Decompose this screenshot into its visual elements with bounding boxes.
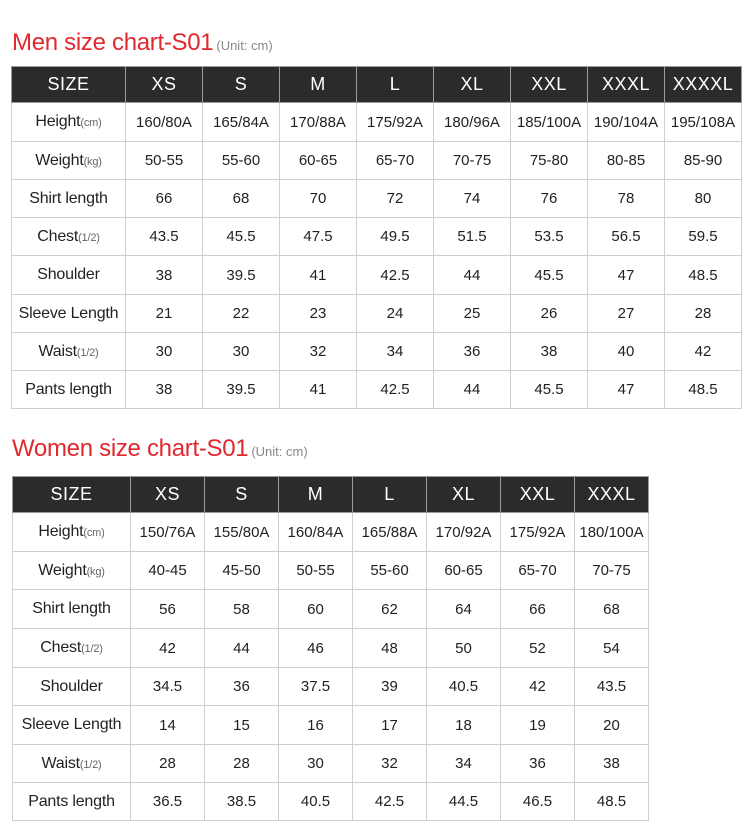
table-cell: 180/96A	[434, 103, 511, 142]
table-cell: 43.5	[126, 218, 203, 256]
table-cell: 40.5	[427, 668, 501, 706]
men-size-chart-title	[12, 29, 273, 57]
measurement-unit: (kg)	[83, 155, 102, 168]
table-row	[13, 590, 649, 629]
table-cell: 24	[357, 295, 434, 333]
table-cell: 155/80A	[205, 513, 279, 552]
size-column-header: M	[280, 67, 357, 103]
row-label	[13, 668, 131, 706]
row-label	[13, 590, 131, 629]
table-cell: 68	[203, 180, 280, 218]
women-table-body	[13, 513, 649, 821]
table-cell: 68	[575, 590, 649, 629]
table-cell: 85-90	[665, 142, 742, 180]
row-label	[12, 371, 126, 409]
table-cell: 50	[427, 629, 501, 668]
table-cell: 42	[665, 333, 742, 371]
table-cell: 66	[501, 590, 575, 629]
table-row	[12, 180, 742, 218]
table-cell: 41	[280, 371, 357, 409]
table-cell: 34	[357, 333, 434, 371]
table-cell: 185/100A	[511, 103, 588, 142]
table-cell: 32	[280, 333, 357, 371]
row-label	[13, 629, 131, 668]
table-cell: 51.5	[434, 218, 511, 256]
table-cell: 54	[575, 629, 649, 668]
table-cell: 48.5	[575, 783, 649, 821]
table-cell: 65-70	[357, 142, 434, 180]
table-cell: 48.5	[665, 256, 742, 295]
size-column-header: L	[357, 67, 434, 103]
table-cell: 38	[511, 333, 588, 371]
measurement-name: Shirt length	[29, 189, 108, 207]
size-column-header: XL	[434, 67, 511, 103]
size-column-header: XXXL	[588, 67, 665, 103]
table-cell: 14	[131, 706, 205, 745]
measurement-unit: (1/2)	[76, 346, 99, 359]
table-cell: 42.5	[357, 371, 434, 409]
table-cell: 59.5	[665, 218, 742, 256]
table-cell: 58	[205, 590, 279, 629]
table-cell: 30	[126, 333, 203, 371]
size-column-header: XXL	[511, 67, 588, 103]
table-cell: 23	[280, 295, 357, 333]
women-size-table	[12, 476, 649, 821]
table-cell: 49.5	[357, 218, 434, 256]
table-row	[12, 218, 742, 256]
table-cell: 160/84A	[279, 513, 353, 552]
size-column-header: S	[203, 67, 280, 103]
measurement-unit: (1/2)	[79, 758, 102, 771]
row-label	[13, 745, 131, 783]
table-cell: 80	[665, 180, 742, 218]
table-cell: 47.5	[280, 218, 357, 256]
table-cell: 44.5	[427, 783, 501, 821]
table-cell: 70	[280, 180, 357, 218]
table-cell: 39.5	[203, 256, 280, 295]
size-column-header: M	[279, 477, 353, 513]
table-cell: 50-55	[279, 552, 353, 590]
measurement-unit: (1/2)	[81, 643, 103, 655]
table-cell: 70-75	[575, 552, 649, 590]
table-cell: 40	[588, 333, 665, 371]
table-row	[13, 745, 649, 783]
women-unit-note: (Unit: cm)	[251, 444, 308, 459]
row-label	[12, 103, 126, 142]
measurement-name: Chest	[37, 227, 79, 245]
table-cell: 45.5	[511, 371, 588, 409]
size-column-header: L	[353, 477, 427, 513]
row-label	[12, 180, 126, 218]
men-size-table	[11, 66, 742, 409]
table-cell: 150/76A	[131, 513, 205, 552]
measurement-name: Shirt length	[32, 600, 111, 617]
table-cell: 38	[126, 256, 203, 295]
table-cell: 30	[279, 745, 353, 783]
table-cell: 18	[427, 706, 501, 745]
table-cell: 64	[427, 590, 501, 629]
size-header: SIZE	[12, 67, 126, 103]
table-cell: 28	[665, 295, 742, 333]
table-cell: 78	[588, 180, 665, 218]
row-label	[12, 295, 126, 333]
table-cell: 34.5	[131, 668, 205, 706]
measurement-unit: (kg)	[86, 565, 105, 578]
table-row	[13, 783, 649, 821]
table-cell: 60	[279, 590, 353, 629]
size-column-header: XXXXL	[665, 67, 742, 103]
table-cell: 62	[353, 590, 427, 629]
measurement-name: Height	[38, 523, 84, 540]
row-label	[12, 333, 126, 371]
table-cell: 16	[279, 706, 353, 745]
table-cell: 165/84A	[203, 103, 280, 142]
men-header-row	[12, 67, 742, 103]
measurement-unit: (cm)	[83, 527, 105, 539]
measurement-name: Waist	[41, 754, 80, 772]
table-cell: 165/88A	[353, 513, 427, 552]
table-cell: 44	[434, 371, 511, 409]
measurement-name: Sleeve Length	[21, 716, 122, 733]
table-cell: 36	[205, 668, 279, 706]
women-title-text: Women size chart-S01	[12, 435, 249, 462]
size-column-header: XXL	[501, 477, 575, 513]
men-title-text: Men size chart-S01	[12, 29, 214, 56]
table-cell: 66	[126, 180, 203, 218]
table-cell: 60-65	[280, 142, 357, 180]
table-row	[12, 371, 742, 409]
men-unit-note: (Unit: cm)	[216, 38, 273, 53]
table-cell: 180/100A	[575, 513, 649, 552]
table-cell: 75-80	[511, 142, 588, 180]
table-cell: 56.5	[588, 218, 665, 256]
measurement-name: Pants length	[28, 792, 115, 810]
table-cell: 76	[511, 180, 588, 218]
men-table-body	[12, 103, 742, 409]
table-cell: 47	[588, 256, 665, 295]
table-cell: 37.5	[279, 668, 353, 706]
table-cell: 195/108A	[665, 103, 742, 142]
size-column-header: XL	[427, 477, 501, 513]
measurement-unit: (cm)	[80, 117, 102, 129]
table-cell: 40.5	[279, 783, 353, 821]
table-cell: 42.5	[357, 256, 434, 295]
size-column-header: S	[205, 477, 279, 513]
size-column-header: XS	[126, 67, 203, 103]
table-cell: 50-55	[126, 142, 203, 180]
measurement-name: Shoulder	[37, 266, 100, 283]
table-cell: 28	[205, 745, 279, 783]
table-cell: 32	[353, 745, 427, 783]
table-cell: 15	[205, 706, 279, 745]
table-cell: 170/88A	[280, 103, 357, 142]
table-cell: 27	[588, 295, 665, 333]
table-row	[13, 668, 649, 706]
size-header: SIZE	[13, 477, 131, 513]
table-cell: 55-60	[353, 552, 427, 590]
table-cell: 46	[279, 629, 353, 668]
measurement-name: Shoulder	[40, 677, 103, 695]
measurement-name: Weight	[38, 561, 87, 579]
table-cell: 45-50	[205, 552, 279, 590]
table-cell: 80-85	[588, 142, 665, 180]
table-cell: 17	[353, 706, 427, 745]
table-cell: 39	[353, 668, 427, 706]
measurement-name: Height	[35, 113, 81, 130]
table-cell: 65-70	[501, 552, 575, 590]
table-cell: 44	[434, 256, 511, 295]
table-cell: 60-65	[427, 552, 501, 590]
table-cell: 70-75	[434, 142, 511, 180]
table-row	[13, 513, 649, 552]
table-cell: 56	[131, 590, 205, 629]
table-cell: 44	[205, 629, 279, 668]
row-label	[12, 142, 126, 180]
measurement-name: Weight	[35, 151, 84, 169]
table-cell: 38.5	[205, 783, 279, 821]
table-cell: 55-60	[203, 142, 280, 180]
table-cell: 28	[131, 745, 205, 783]
table-row	[12, 103, 742, 142]
table-cell: 47	[588, 371, 665, 409]
table-row	[13, 629, 649, 668]
measurement-name: Waist	[38, 342, 77, 360]
table-cell: 19	[501, 706, 575, 745]
table-cell: 36	[501, 745, 575, 783]
measurement-name: Sleeve Length	[18, 304, 119, 322]
table-cell: 170/92A	[427, 513, 501, 552]
size-column-header: XS	[131, 477, 205, 513]
table-row	[12, 295, 742, 333]
table-cell: 22	[203, 295, 280, 333]
women-size-chart-title	[12, 435, 308, 463]
table-cell: 72	[357, 180, 434, 218]
table-cell: 38	[575, 745, 649, 783]
table-cell: 41	[280, 256, 357, 295]
table-cell: 175/92A	[501, 513, 575, 552]
table-cell: 45.5	[203, 218, 280, 256]
table-cell: 175/92A	[357, 103, 434, 142]
table-cell: 26	[511, 295, 588, 333]
table-cell: 40-45	[131, 552, 205, 590]
table-cell: 36.5	[131, 783, 205, 821]
row-label	[13, 706, 131, 745]
measurement-name: Pants length	[25, 380, 112, 398]
table-cell: 38	[126, 371, 203, 409]
row-label	[13, 513, 131, 552]
table-cell: 48.5	[665, 371, 742, 409]
table-cell: 42.5	[353, 783, 427, 821]
table-cell: 74	[434, 180, 511, 218]
row-label	[13, 552, 131, 590]
table-row	[13, 706, 649, 745]
row-label	[12, 256, 126, 295]
table-cell: 36	[434, 333, 511, 371]
table-row	[12, 142, 742, 180]
table-cell: 42	[501, 668, 575, 706]
table-cell: 46.5	[501, 783, 575, 821]
size-column-header: XXXL	[575, 477, 649, 513]
table-cell: 39.5	[203, 371, 280, 409]
table-cell: 160/80A	[126, 103, 203, 142]
table-cell: 20	[575, 706, 649, 745]
table-cell: 43.5	[575, 668, 649, 706]
table-cell: 42	[131, 629, 205, 668]
table-cell: 48	[353, 629, 427, 668]
table-cell: 30	[203, 333, 280, 371]
table-cell: 25	[434, 295, 511, 333]
table-cell: 53.5	[511, 218, 588, 256]
table-row	[13, 552, 649, 590]
table-cell: 21	[126, 295, 203, 333]
table-cell: 52	[501, 629, 575, 668]
table-cell: 34	[427, 745, 501, 783]
table-row	[12, 333, 742, 371]
table-row	[12, 256, 742, 295]
row-label	[12, 218, 126, 256]
women-header-row	[13, 477, 649, 513]
row-label	[13, 783, 131, 821]
measurement-name: Chest	[40, 639, 82, 656]
measurement-unit: (1/2)	[78, 231, 100, 244]
table-cell: 45.5	[511, 256, 588, 295]
table-cell: 190/104A	[588, 103, 665, 142]
